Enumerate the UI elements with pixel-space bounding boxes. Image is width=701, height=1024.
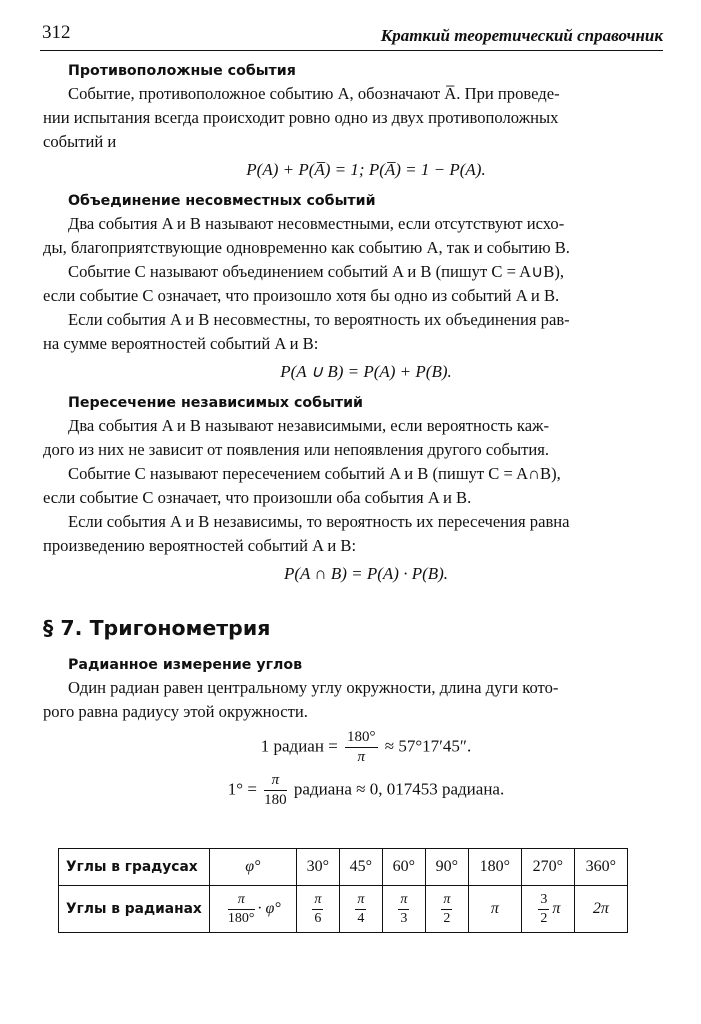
text-line: Два события A и B называют несовместными, если отсутствуют исхо- xyxy=(68,214,565,233)
fraction-denominator: π xyxy=(357,749,366,765)
text-line: если событие C означает, что произошло хотя бы одно из событий A и B. xyxy=(43,286,560,305)
text-line: произведению вероятностей событий A и B: xyxy=(43,536,357,555)
text-line: на сумме вероятностей событий A и B: xyxy=(43,334,319,353)
heading-radian-measure: Радианное измерение углов xyxy=(68,657,303,673)
fraction-numerator: π xyxy=(228,893,255,910)
text-line: Событие, противоположное событию A, обозначают A̅. При проведе- xyxy=(68,84,560,103)
paragraph-union-3 xyxy=(43,308,664,356)
fraction-numerator: π xyxy=(441,893,452,910)
table-cell: 45° xyxy=(339,849,382,886)
table-cell xyxy=(521,886,574,933)
fraction-denominator: 2 xyxy=(540,910,548,926)
formula-text: 1 радиан = xyxy=(260,736,338,756)
table-cell xyxy=(296,886,339,933)
formula-text: 1° = xyxy=(227,779,257,799)
fraction-pi-over-6 xyxy=(312,893,323,926)
fraction-denominator: 4 xyxy=(357,910,365,926)
text-line: нии испытания всегда происходит ровно одно из двух противоположных xyxy=(43,108,559,127)
table-cell: 60° xyxy=(382,849,425,886)
table-cell xyxy=(339,886,382,933)
fraction-pi-over-4 xyxy=(355,893,366,926)
fraction-numerator: π xyxy=(355,893,366,910)
text-line: событий и xyxy=(43,132,117,151)
table-cell: 90° xyxy=(425,849,468,886)
fraction-pi-over-180deg xyxy=(228,893,255,926)
paragraph-intersection-2 xyxy=(43,462,664,510)
formula-radian-definition xyxy=(68,730,664,765)
text-line: ды, благоприятствующие одновременно как событию A, так и событию B. xyxy=(43,238,570,257)
formula-text: ≈ 57°17′45″. xyxy=(384,736,472,756)
angles-table xyxy=(58,848,628,933)
table-cell: π xyxy=(468,886,521,933)
fraction-180-over-pi xyxy=(345,730,378,765)
fraction-pi-over-3 xyxy=(398,893,409,926)
fraction-pi-over-180 xyxy=(264,773,287,808)
formula-opposite: P(A) + P(A̅) = 1; P(A̅) = 1 − P(A). xyxy=(246,160,486,179)
fraction-numerator: π xyxy=(312,893,323,910)
paragraph-intersection-3 xyxy=(43,510,664,558)
paragraph-radian xyxy=(43,676,664,724)
text-line: дого из них не зависит от появления или непоявления другого события. xyxy=(43,440,550,459)
fraction-numerator: π xyxy=(264,773,287,791)
table-cell xyxy=(425,886,468,933)
heading-union: Объединение несовместных событий xyxy=(68,193,376,209)
formula-text: радиана ≈ 0, 017453 радиана. xyxy=(293,779,505,799)
table-cell: 180° xyxy=(468,849,521,886)
text-line: Событие C называют объединением событий A и B (пишут C = A∪B), xyxy=(68,262,565,281)
running-header xyxy=(40,22,663,51)
running-title: Краткий теоретический справочник xyxy=(380,26,663,45)
cell-text: π xyxy=(552,899,561,917)
paragraph-intersection-1 xyxy=(43,414,664,462)
table-row-degrees xyxy=(59,849,628,886)
table-cell xyxy=(209,886,296,933)
fraction-pi-over-2 xyxy=(441,893,452,926)
table-cell: φ° xyxy=(209,849,296,886)
text-line: Если события A и B несовместны, то вероятность их объединения рав- xyxy=(68,310,570,329)
text-line: рого равна радиусу этой окружности. xyxy=(43,702,308,721)
text-line: если событие C означает, что произошли оба события A и B. xyxy=(43,488,472,507)
fraction-numerator: 180° xyxy=(345,730,378,748)
formula-intersection: P(A ∩ B) = P(A) · P(B). xyxy=(283,564,449,583)
row-header-degrees: Углы в градусах xyxy=(59,849,210,886)
fraction-numerator: 3 xyxy=(538,893,549,910)
formula-union: P(A ∪ B) = P(A) + P(B). xyxy=(280,362,452,381)
table-cell: 270° xyxy=(521,849,574,886)
heading-opposite-events: Противоположные события xyxy=(68,63,296,79)
page-number: 312 xyxy=(42,22,71,43)
row-header-radians: Углы в радианах xyxy=(59,886,210,933)
text-line: Один радиан равен центральному углу окружности, длина дуги кото- xyxy=(68,678,559,697)
fraction-denominator: 180° xyxy=(227,910,255,926)
fraction-denominator: 3 xyxy=(400,910,408,926)
table-cell: 360° xyxy=(574,849,627,886)
formula-degree-definition xyxy=(68,773,664,808)
table-row-radians xyxy=(59,886,628,933)
fraction-denominator: 2 xyxy=(443,910,451,926)
paragraph-union-1 xyxy=(43,212,664,260)
table-cell: 2π xyxy=(574,886,627,933)
paragraph-union-2 xyxy=(43,260,664,308)
page-content xyxy=(43,60,664,812)
fraction-3-over-2 xyxy=(538,893,549,926)
section-title-trigonometry: § 7. Тригонометрия xyxy=(43,616,271,640)
text-line: Если события A и B независимы, то вероятность их пересечения равна xyxy=(68,512,570,531)
text-line: Два события A и B называют независимыми, если вероятность каж- xyxy=(68,416,550,435)
fraction-denominator: 180 xyxy=(264,792,287,808)
fraction-denominator: 6 xyxy=(314,910,322,926)
cell-text: · φ° xyxy=(257,899,281,917)
table-cell xyxy=(382,886,425,933)
fraction-numerator: π xyxy=(398,893,409,910)
heading-intersection: Пересечение независимых событий xyxy=(68,395,364,411)
table-cell: 30° xyxy=(296,849,339,886)
text-line: Событие C называют пересечением событий A и B (пишут C = A∩B), xyxy=(68,464,561,483)
paragraph-opposite xyxy=(43,82,664,154)
